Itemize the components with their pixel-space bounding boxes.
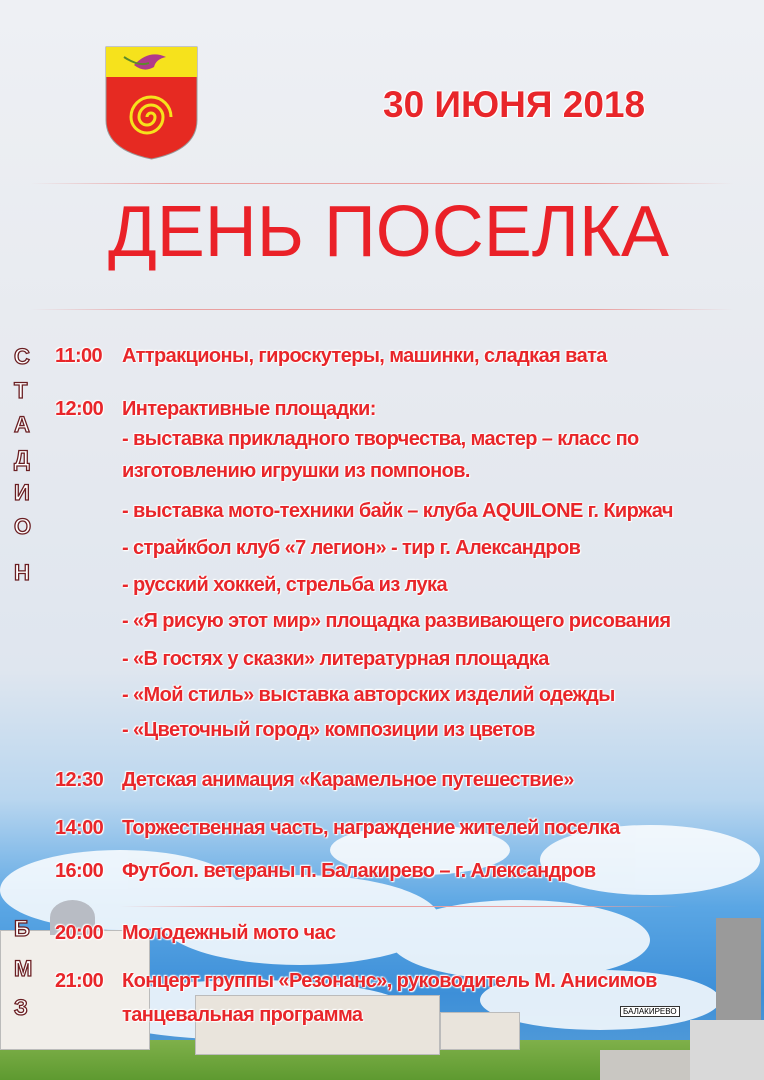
event-subitem: - выставка мото-техники байк – клуба AQUILONE г. Киржач [122,500,673,522]
apartment-building [440,1012,520,1050]
page-title: ДЕНЬ ПОСЕЛКА [108,192,670,272]
event-subitem: - «Цветочный город» композиции из цветов [122,719,535,741]
venue-letter: М [14,956,33,981]
event-description: Футбол. ветераны п. Балакирево – г. Александров [122,860,596,882]
divider [30,183,734,184]
event-time: 11:00 [55,345,103,367]
event-subitem: танцевальная программа [122,1004,363,1026]
event-time: 14:00 [55,817,104,839]
memorial-base [690,1020,764,1080]
event-description: Молодежный мото час [122,922,336,944]
venue-letter: Т [14,378,28,403]
event-description: Аттракционы, гироскутеры, машинки, сладкая вата [122,345,607,367]
event-description: Интерактивные площадки: [122,398,376,420]
event-description: Торжественная часть, награждение жителей поселка [122,817,620,839]
event-time: 20:00 [55,922,104,944]
venue-letter: Б [14,916,30,941]
event-subitem: - выставка прикладного творчества, мастер – класс по [122,428,639,450]
venue-divider [120,906,680,907]
event-subitem: - страйкбол клуб «7 легион» - тир г. Александров [122,537,581,559]
venue-letter: С [14,344,30,369]
venue-letter: И [14,480,30,505]
road-sign: БАЛАКИРЕВО [620,1006,680,1017]
event-time: 12:00 [55,398,104,420]
divider [30,309,734,310]
venue-letter: О [14,514,32,539]
event-subitem: - «Мой стиль» выставка авторских изделий одежды [122,684,615,706]
event-subitem: - русский хоккей, стрельба из лука [122,574,447,596]
event-description: Детская анимация «Карамельное путешествие» [122,769,574,791]
event-time: 12:30 [55,769,104,791]
venue-letter: Д [14,446,30,471]
event-subitem: - «Я рисую этот мир» площадка развивающего рисования [122,610,671,632]
event-date: 30 ИЮНЯ 2018 [383,84,646,125]
venue-letter: Н [14,560,30,585]
memorial-stone [716,918,761,1028]
venue-letter: А [14,412,30,437]
event-time: 16:00 [55,860,104,882]
coat-of-arms-logo [104,45,199,161]
event-subitem: изготовлению игрушки из помпонов. [122,460,470,482]
event-description: Концерт группы «Резонанс», руководитель М. Анисимов [122,970,657,992]
venue-letter: З [14,995,28,1020]
event-subitem: - «В гостях у сказки» литературная площадка [122,648,549,670]
road [600,1050,690,1080]
event-time: 21:00 [55,970,104,992]
